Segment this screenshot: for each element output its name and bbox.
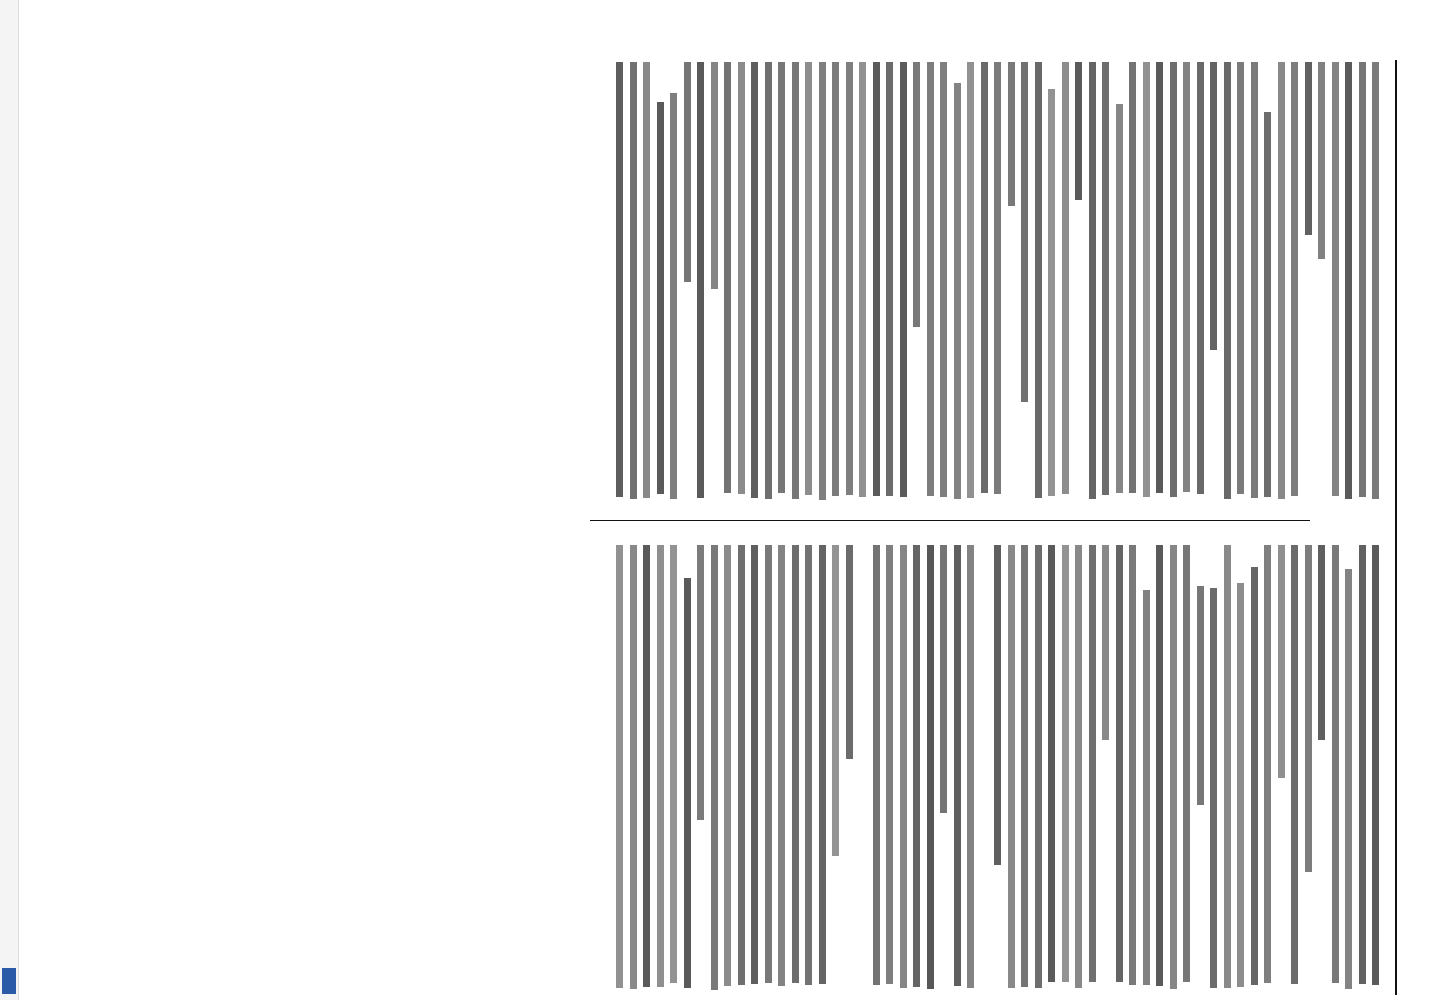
text-line [1075, 62, 1082, 200]
text-line [954, 83, 961, 499]
text-line [1102, 62, 1109, 495]
text-line [765, 62, 772, 499]
text-line [913, 545, 920, 987]
text-line [873, 545, 880, 985]
text-line [967, 62, 974, 498]
text-line [1102, 545, 1109, 740]
text-line [643, 545, 650, 987]
text-line [981, 62, 988, 493]
text-line [1156, 545, 1163, 986]
text-line [819, 545, 826, 984]
text-line [630, 545, 637, 989]
text-line [1116, 545, 1123, 982]
text-line [873, 62, 880, 496]
text-line [751, 62, 758, 498]
text-line [1021, 545, 1028, 987]
text-line [751, 545, 758, 984]
text-line [1143, 590, 1150, 984]
text-line [994, 545, 1001, 865]
text-line [1089, 62, 1096, 499]
text-line [1332, 62, 1339, 496]
text-line [724, 545, 731, 986]
text-line [1008, 545, 1015, 988]
text-line [657, 545, 664, 987]
text-line [1170, 62, 1177, 497]
text-line [724, 62, 731, 493]
text-line [1129, 545, 1136, 985]
text-line [1318, 62, 1325, 259]
text-line [711, 545, 718, 990]
text-line [1129, 62, 1136, 493]
text-line [940, 62, 947, 497]
text-line [1359, 62, 1366, 497]
text-line [1345, 569, 1352, 989]
text-line [792, 62, 799, 499]
text-line [1224, 545, 1231, 988]
text-line [1183, 62, 1190, 492]
text-line [738, 545, 745, 985]
text-line [1008, 62, 1015, 206]
text-line [954, 545, 961, 986]
text-line [927, 545, 934, 989]
text-line [1197, 62, 1204, 494]
text-line [900, 62, 907, 497]
text-line [1291, 62, 1298, 496]
text-line [1305, 545, 1312, 872]
text-line [792, 545, 799, 983]
text-line [1237, 62, 1244, 494]
text-line [1210, 62, 1217, 350]
text-line [1156, 62, 1163, 493]
text-line [1264, 112, 1271, 497]
text-line [900, 545, 907, 988]
text-line [670, 93, 677, 499]
text-line [1062, 62, 1069, 494]
text-line [1345, 62, 1352, 499]
text-line [1332, 545, 1339, 983]
column-separator [590, 520, 1310, 521]
text-line [927, 62, 934, 496]
text-line [616, 545, 623, 988]
text-line [670, 545, 677, 983]
text-line [1305, 62, 1312, 235]
text-line [832, 62, 839, 496]
text-line [846, 62, 853, 495]
text-line [805, 62, 812, 495]
text-line [1183, 545, 1190, 982]
text-line [1251, 567, 1258, 985]
text-line [1278, 545, 1285, 778]
text-line [657, 102, 664, 493]
header-rule [1395, 60, 1397, 995]
text-line [940, 545, 947, 813]
text-line [1170, 545, 1177, 989]
text-line [1224, 62, 1231, 499]
text-line [859, 62, 866, 497]
text-line [1210, 588, 1217, 989]
text-line [1062, 545, 1069, 982]
text-line [1143, 62, 1150, 497]
text-line [697, 545, 704, 820]
text-line [697, 62, 704, 498]
text-line [1197, 586, 1204, 805]
text-line [711, 62, 718, 289]
text-line [1035, 545, 1042, 988]
dfg-logo [2, 968, 16, 994]
text-line [1237, 583, 1244, 987]
text-line [1318, 545, 1325, 740]
text-line [913, 62, 920, 327]
text-line [778, 545, 785, 986]
text-line [1048, 89, 1055, 497]
text-line [886, 545, 893, 984]
text-line [738, 62, 745, 494]
text-line [765, 545, 772, 983]
text-line [684, 578, 691, 989]
text-line [778, 62, 785, 493]
text-line [1048, 545, 1055, 982]
text-line [819, 62, 826, 500]
text-line [1035, 62, 1042, 498]
text-line [1116, 104, 1123, 493]
text-line [1291, 545, 1298, 984]
text-line [684, 62, 691, 282]
text-line [1264, 545, 1271, 983]
text-line [1372, 545, 1379, 985]
text-line [994, 62, 1001, 494]
digitization-footer [0, 0, 19, 1000]
text-line [1359, 545, 1366, 984]
text-line [1372, 62, 1379, 499]
text-line [832, 545, 839, 856]
text-line [630, 62, 637, 499]
text-line [1089, 545, 1096, 982]
text-line [1021, 62, 1028, 402]
text-line [967, 545, 974, 988]
text-line [1075, 545, 1082, 988]
text-line [616, 62, 623, 497]
text-line [805, 545, 812, 985]
text-line [643, 62, 650, 498]
text-line [1278, 62, 1285, 499]
text-line [886, 62, 893, 496]
text-line [846, 545, 853, 759]
text-line [1251, 62, 1258, 498]
